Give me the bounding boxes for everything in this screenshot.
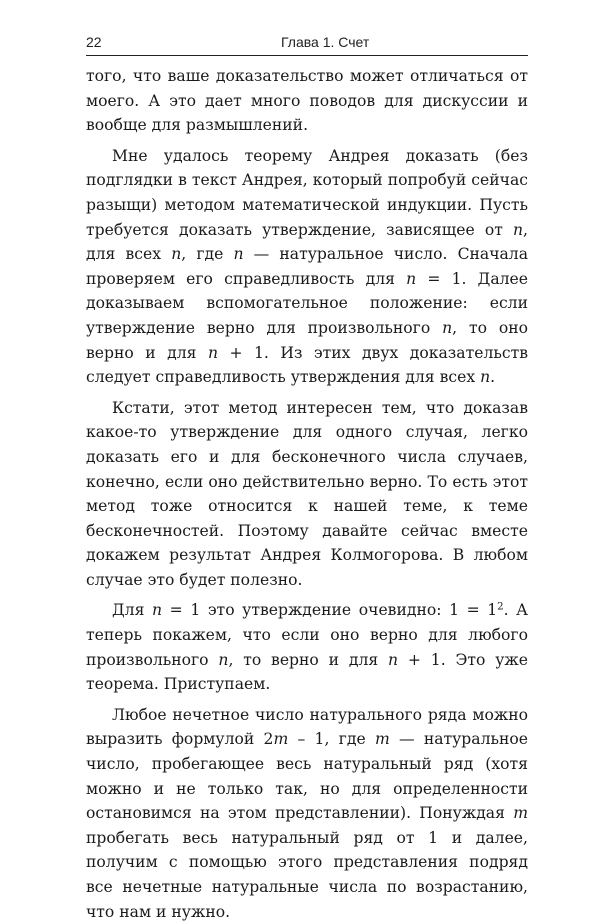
math-variable: n xyxy=(152,601,163,620)
text-run: Любое нечетное число натурального ряда можно выразить формулой 2 xyxy=(86,705,528,749)
text-run: , то оно верно и для xyxy=(86,318,528,362)
text-run: — натуральное число, пробегающее весь натуральный ряд (хотя можно и не только так, но для определенности остановимся на этом представлении). Понуждая xyxy=(86,730,528,823)
paragraph xyxy=(86,598,528,696)
text-run: + 1. Это уже теорема. Приступаем. xyxy=(86,650,529,694)
text-run: Мне удалось теорему Андрея доказать (без подглядки в текст Андрея, который попробуй сейчас разыщи) методом математической индукции. Пусть требуется доказать утверждение, зависящее от xyxy=(86,146,528,239)
math-variable: n xyxy=(388,650,399,669)
math-variable: n xyxy=(406,269,417,288)
math-variable: n xyxy=(480,368,491,387)
paragraph xyxy=(86,703,528,924)
text-run: , то верно и для xyxy=(228,650,389,669)
text-run: того, что ваше доказательство может отличаться от моего. А это дает много поводов для дискуссии и вообще для размышлений. xyxy=(86,67,528,135)
text-run: — натуральное число. Сначала проверяем его справедливость для xyxy=(86,245,529,288)
paragraph xyxy=(86,396,528,593)
page-header xyxy=(86,34,528,54)
text-run: . А теперь покажем, что если оно верно для любого произвольного xyxy=(86,601,528,669)
text-run: – 1, где xyxy=(288,730,375,749)
text-run: + 1. Из этих двух доказательств следует справедливость утверждения для всех xyxy=(86,343,528,387)
text-run: = 1. Далее доказываем вспомогательное положение: если утверждение верно для произвольного xyxy=(86,269,528,337)
superscript: 2 xyxy=(497,601,504,613)
body-text xyxy=(86,64,528,924)
math-variable: n xyxy=(171,245,182,264)
text-run: = 1 это утверждение очевидно: 1 = 1 xyxy=(162,601,498,620)
math-variable: n xyxy=(512,220,524,239)
math-variable: n xyxy=(233,245,244,264)
math-variable: n xyxy=(442,318,453,337)
math-variable: m xyxy=(273,730,289,749)
running-title: Глава 1. Счет xyxy=(281,34,370,50)
math-variable: m xyxy=(513,804,528,823)
header-rule xyxy=(86,55,528,56)
page-number: 22 xyxy=(86,34,102,50)
math-variable: m xyxy=(374,730,390,749)
text-run: пробегать весь натуральный ряд от 1 и далее, получим с помощью этого представления подряд все нечетные натуральные числа по возрастанию, что нам и нужно. xyxy=(86,828,528,921)
text-run: , где xyxy=(181,245,234,264)
paragraph xyxy=(86,144,528,390)
text-run: Кстати, этот метод интересен тем, что доказав какое-то утверждение для одного случая, легко доказать его и для бесконечного числа случаев, конечно, если оно действительно верно. То есть этот метод тоже относится к нашей теме, к теме бесконечностей. Поэтому давайте сейчас вместе докажем результат Андрея Колмогорова. В любом случае это будет полезно. xyxy=(86,398,528,589)
text-run: Для xyxy=(112,601,153,620)
math-variable: n xyxy=(207,343,218,362)
paragraph xyxy=(86,64,528,138)
math-variable: n xyxy=(218,650,229,669)
text-run: , для всех xyxy=(86,220,528,264)
text-run: . xyxy=(490,368,496,387)
